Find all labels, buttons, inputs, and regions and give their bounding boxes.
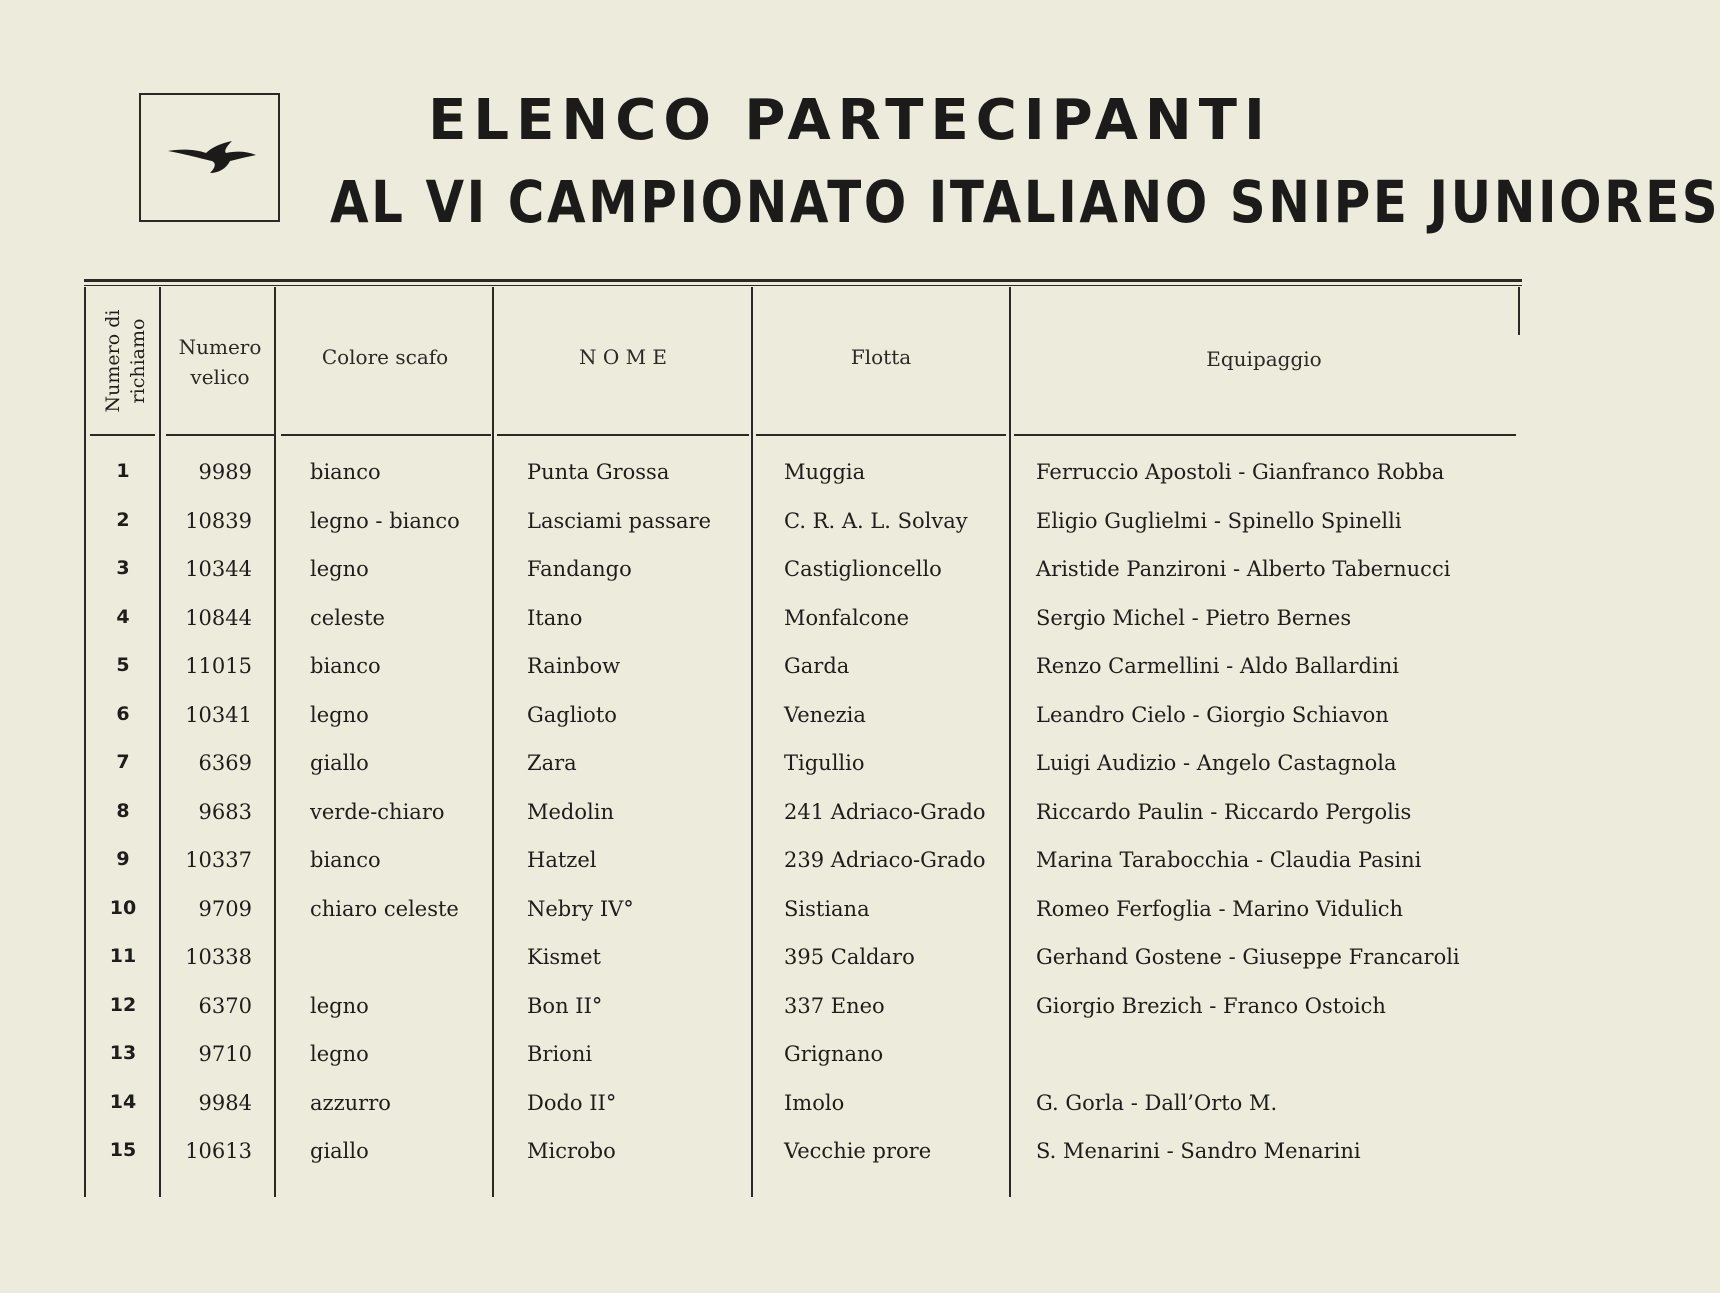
cell-num: 7 [116,751,130,773]
cell-fleet: 239 Adriaco-Grado [784,848,986,872]
cell-num: 15 [109,1139,137,1161]
cell-crew: Marina Tarabocchia - Claudia Pasini [1036,848,1422,872]
cell-color: legno - bianco [310,508,460,533]
cell-color: azzurro [310,1090,391,1115]
cell-name: Fandango [527,557,632,581]
cell-color: giallo [310,1139,369,1163]
cell-num: 2 [116,508,130,531]
cell-num: 5 [116,654,130,676]
table-row [0,751,1538,799]
cell-fleet: Castiglioncello [784,557,942,581]
cell-sail: 10344 [185,557,252,581]
cell-sail: 9984 [198,1090,252,1115]
cell-num: 8 [116,799,130,822]
cell-num: 9 [116,848,130,870]
cell-sail: 6369 [198,751,252,775]
title-line-1: ELENCO PARTECIPANTI [428,88,1272,153]
table-row [0,1042,1538,1090]
table-row [0,945,1538,993]
cell-num: 13 [109,1042,137,1064]
table-row [0,994,1538,1042]
cell-crew: Ferruccio Apostoli - Gianfranco Robba [1036,460,1445,484]
cell-crew: Riccardo Paulin - Riccardo Pergolis [1036,799,1412,824]
header-rule [281,434,491,436]
cell-fleet: Sistiana [784,896,870,921]
table-row [0,800,1538,848]
table-row [0,557,1538,605]
table-row [0,848,1538,896]
cell-name: Hatzel [527,848,597,872]
cell-fleet: C. R. A. L. Solvay [784,508,968,533]
cell-fleet: Monfalcone [784,605,910,630]
logo-box [139,93,280,222]
cell-sail: 9710 [198,1042,252,1066]
header-rule [166,434,274,436]
cell-sail: 9989 [198,460,252,484]
cell-sail: 10338 [185,945,252,969]
cell-fleet: Grignano [784,1042,884,1066]
cell-sail: 10613 [185,1139,252,1163]
cell-crew: Aristide Panzironi - Alberto Tabernucci [1036,557,1451,581]
cell-name: Lasciami passare [527,508,712,533]
cell-sail: 9683 [198,799,252,824]
table-row [0,1091,1538,1139]
cell-name: Medolin [527,799,614,824]
cell-name: Microbo [527,1139,616,1163]
cell-num: 11 [109,945,137,967]
cell-crew: Renzo Carmellini - Aldo Ballardini [1036,654,1399,678]
header-rule [1014,434,1516,436]
cell-name: Bon II° [527,993,603,1018]
cell-num: 6 [116,702,130,725]
cell-color: bianco [310,848,381,872]
cell-sail: 10341 [185,702,252,727]
cell-sail: 10839 [185,508,252,533]
header-colore-scafo: Colore scafo [321,345,449,369]
cell-name: Nebry IV° [527,896,634,921]
header-numero-richiamo: Numero di richiamo [102,309,149,413]
cell-sail: 10844 [185,605,252,630]
cell-color: legno [310,702,369,727]
cell-sail: 10337 [185,848,252,872]
cell-name: Zara [527,751,577,775]
header-numero-velico: Numero velico [178,335,262,389]
cell-color: chiaro celeste [310,896,459,921]
snipe-bird-icon [166,135,258,179]
cell-num: 4 [116,605,130,628]
cell-crew: Leandro Cielo - Giorgio Schiavon [1036,702,1389,727]
table-row [0,509,1538,557]
cell-fleet: Garda [784,654,850,678]
cell-crew: Luigi Audizio - Angelo Castagnola [1036,751,1397,775]
cell-crew: Gerhand Gostene - Giuseppe Francaroli [1036,945,1460,969]
cell-name: Kismet [527,945,601,969]
cell-num: 3 [116,557,130,579]
cell-color: legno [310,993,369,1018]
cell-num: 10 [109,896,137,919]
cell-color: verde-chiaro [310,799,445,824]
cell-fleet: Imolo [784,1090,845,1115]
cell-fleet: Muggia [784,460,866,484]
table-row [0,897,1538,945]
cell-sail: 6370 [198,993,252,1018]
cell-color: bianco [310,460,381,484]
header-nome: N O M E [578,345,668,369]
table-row [0,703,1538,751]
column-line [1518,287,1520,335]
title-line-2: AL VI CAMPIONATO ITALIANO SNIPE JUNIORES [330,168,1720,236]
top-rule [84,279,1522,282]
cell-fleet: Venezia [784,702,866,727]
cell-num: 1 [116,460,130,482]
cell-name: Gaglioto [527,702,617,727]
header-rule [497,434,749,436]
header-equipaggio: Equipaggio [1206,347,1322,371]
cell-fleet: 241 Adriaco-Grado [784,799,986,824]
table-row [0,1139,1538,1187]
table-row [0,654,1538,702]
header-rule [756,434,1006,436]
cell-crew: S. Menarini - Sandro Menarini [1036,1139,1361,1163]
cell-crew: G. Gorla - Dall’Orto M. [1036,1090,1278,1115]
cell-num: 12 [109,993,137,1016]
cell-fleet: 337 Eneo [784,993,885,1018]
cell-crew: Eligio Guglielmi - Spinello Spinelli [1036,508,1402,533]
cell-num: 14 [109,1090,137,1113]
cell-name: Punta Grossa [527,460,670,484]
cell-color: bianco [310,654,381,678]
cell-fleet: 395 Caldaro [784,945,915,969]
header-rule [90,434,155,436]
cell-name: Dodo II° [527,1090,617,1115]
cell-color: legno [310,557,369,581]
cell-name: Brioni [527,1042,593,1066]
cell-fleet: Tigullio [784,751,865,775]
table-row [0,606,1538,654]
cell-fleet: Vecchie prore [784,1139,932,1163]
cell-crew: Giorgio Brezich - Franco Ostoich [1036,993,1386,1018]
cell-name: Itano [527,605,583,630]
cell-color: celeste [310,605,385,630]
cell-color: legno [310,1042,369,1066]
cell-crew: Sergio Michel - Pietro Bernes [1036,605,1352,630]
header-flotta: Flotta [850,345,912,369]
cell-sail: 9709 [198,896,252,921]
cell-crew: Romeo Ferfoglia - Marino Vidulich [1036,896,1404,921]
table-row [0,460,1538,508]
top-rule-thin [84,285,1522,286]
cell-name: Rainbow [527,654,621,678]
cell-color: giallo [310,751,369,775]
cell-sail: 11015 [185,654,252,678]
